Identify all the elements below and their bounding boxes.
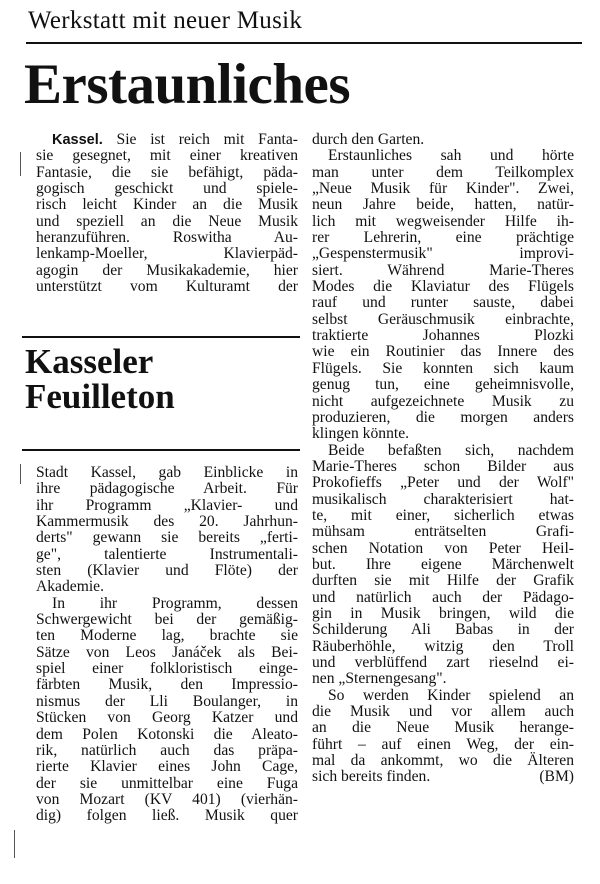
rubric-rule-top <box>22 336 300 338</box>
margin-mark <box>20 464 21 484</box>
kicker-title: Werkstatt mit neuer Musik <box>28 7 303 34</box>
text-line: derts" gewann sie bereits „ferti- <box>36 529 298 547</box>
text-line: rik, natürlich auch das präpa- <box>36 741 298 759</box>
text-line: sten (Klavier und Flöte) der <box>36 562 298 580</box>
text-line: der sie unmittelbar eine Fuga <box>36 774 298 792</box>
author-initials: (BM) <box>539 768 574 786</box>
text-line: und verblüffend zart rieselnd ei- <box>312 654 574 671</box>
text-line: schen Notation von Peter Heil- <box>312 539 574 557</box>
text-line: Prokofieffs „Peter und der Wolf" <box>312 474 574 492</box>
margin-mark <box>20 152 21 176</box>
text-line: genug tun, eine geheimnisvolle, <box>312 376 574 394</box>
text-line: te, mit einer, sicherlich etwas <box>312 506 574 524</box>
text-line: unterstützt vom Kulturamt der <box>36 278 298 296</box>
text-line: Sätze von Leos Janáček als Bei- <box>36 643 298 661</box>
text-line: an die Neue Musik herange- <box>312 719 574 737</box>
text-line: durch den Garten. <box>312 131 425 148</box>
rubric-line-2: Feuilleton <box>25 377 175 416</box>
text-line: lenkamp-Moeller, Klavierpäd- <box>36 245 298 263</box>
header-rule <box>26 42 582 44</box>
text-line: In ihr Programm, dessen <box>52 594 298 612</box>
rubric-title <box>25 344 175 414</box>
text-line: Räuberhöhle, witzig den Troll <box>312 637 574 655</box>
text-line: gogisch geschickt und spiele- <box>36 180 298 198</box>
text-line-last <box>312 769 574 785</box>
text-line: Erstaunliches sah und hörte <box>328 147 574 165</box>
text-line: nicht aufgezeichnete Musik zu <box>312 392 574 410</box>
text-line: rauf und runter sauste, dabei <box>312 294 574 312</box>
text-line: Kassel. Sie ist reich mit Fanta- <box>52 131 298 148</box>
text-line: rer Lehrerin, eine prächtige <box>312 229 574 247</box>
column-right <box>312 132 574 786</box>
column-left-lower <box>36 465 298 825</box>
text-line: durften sie mit Hilfe der Grafik <box>312 572 574 590</box>
text-line: So werden Kinder spielend an <box>328 686 574 704</box>
text-line: Schilderung Ali Babas in der <box>312 621 574 639</box>
text-line: Flügels. Sie konnten sich kaum <box>312 359 574 377</box>
text-line: dig) folgen ließ. Musik quer <box>36 807 298 825</box>
text-line: nen „Sternengesang". <box>312 670 447 688</box>
closing-text: sich bereits finden. <box>312 768 431 786</box>
text-line: und natürlich auch der Pädago- <box>312 588 574 606</box>
text-line: gin in Musik bringen, wild die <box>312 604 574 622</box>
text-line: but. Ihre eigene Märchenwelt <box>312 555 574 573</box>
text-line: traktierte Johannes Plozki <box>312 327 574 345</box>
margin-mark <box>14 830 15 858</box>
text-line: Marie-Theres schon Bilder aus <box>312 457 574 475</box>
text-line: führt – auf einen Weg, der ein- <box>312 735 574 753</box>
text-line: spiel einer folkloristisch einge- <box>36 660 298 678</box>
text-line: Akademie. <box>36 578 104 596</box>
text-line: siert. Während Marie-Theres <box>312 261 574 279</box>
text-line: heranzuführen. Roswitha Au- <box>36 229 298 247</box>
text-line: Stücken von Georg Katzer und <box>36 709 298 727</box>
rubric-line-1: Kasseler <box>25 342 154 381</box>
text-line: „Gespenstermusik" improvi- <box>312 245 574 263</box>
headline: Erstaunliches <box>24 53 351 116</box>
text-line: nismus der Lli Boulanger, in <box>36 692 298 710</box>
text-line: Kammermusik des 20. Jahrhun- <box>36 513 298 531</box>
text-line: sie gesegnet, mit einer kreativen <box>36 147 298 165</box>
text-line: lich mit wegweisender Hilfe ih- <box>312 212 574 230</box>
text-line: mal da ankommt, wo die Älteren <box>312 752 574 770</box>
text-line: musikalisch charakterisiert hat- <box>312 490 574 508</box>
text-line: man unter dem Teilkomplex <box>312 163 574 181</box>
dateline-place: Kassel. <box>52 132 103 148</box>
text-line: mühsam enträtselten Grafi- <box>312 523 574 541</box>
text-line: ihr Programm „Klavier- und <box>36 496 298 514</box>
text-line: wie ein Routinier das Innere des <box>312 343 574 361</box>
text-line: agogin der Musikakademie, hier <box>36 261 298 279</box>
text-line: rierte Klavier eines John Cage, <box>36 758 298 776</box>
text-line: risch leicht Kinder an die Musik <box>36 196 298 214</box>
text-line: die Musik und vor allem auch <box>312 703 574 721</box>
text-line: ihre pädagogische Arbeit. Für <box>36 480 298 498</box>
text-line: produzieren, die morgen anders <box>312 408 574 426</box>
column-left-upper <box>36 132 298 295</box>
text-line: „Neue Musik für Kinder". Zwei, <box>312 180 574 198</box>
text-line: Modes die Klaviatur des Flügels <box>312 278 574 296</box>
text-line: Beide befaßten sich, nachdem <box>328 441 574 459</box>
text-line: selbst Geräuschmusik einbrachte, <box>312 310 574 328</box>
rubric-rule-bottom <box>22 449 300 451</box>
text-line: klingen könnte. <box>312 425 410 443</box>
text-line: Schwergewicht bei der gemäßig- <box>36 611 298 629</box>
text-line: Fantasie, die sie befähigt, päda- <box>36 163 298 181</box>
text-line: ten Moderne lag, brachte sie <box>36 627 298 645</box>
text-line: und speziell an die Neue Musik <box>36 212 298 230</box>
text-line: ge", talentierte Instrumentali- <box>36 545 298 563</box>
text-line: von Mozart (KV 401) (vierhän- <box>36 790 298 808</box>
text-line: dem Polen Kotonski die Aleato- <box>36 725 298 743</box>
text-line: färbten Musik, den Impressio- <box>36 676 298 694</box>
text-line: Stadt Kassel, gab Einblicke in <box>36 464 298 481</box>
text-line: neun Jahre beide, hatten, natür- <box>312 196 574 214</box>
